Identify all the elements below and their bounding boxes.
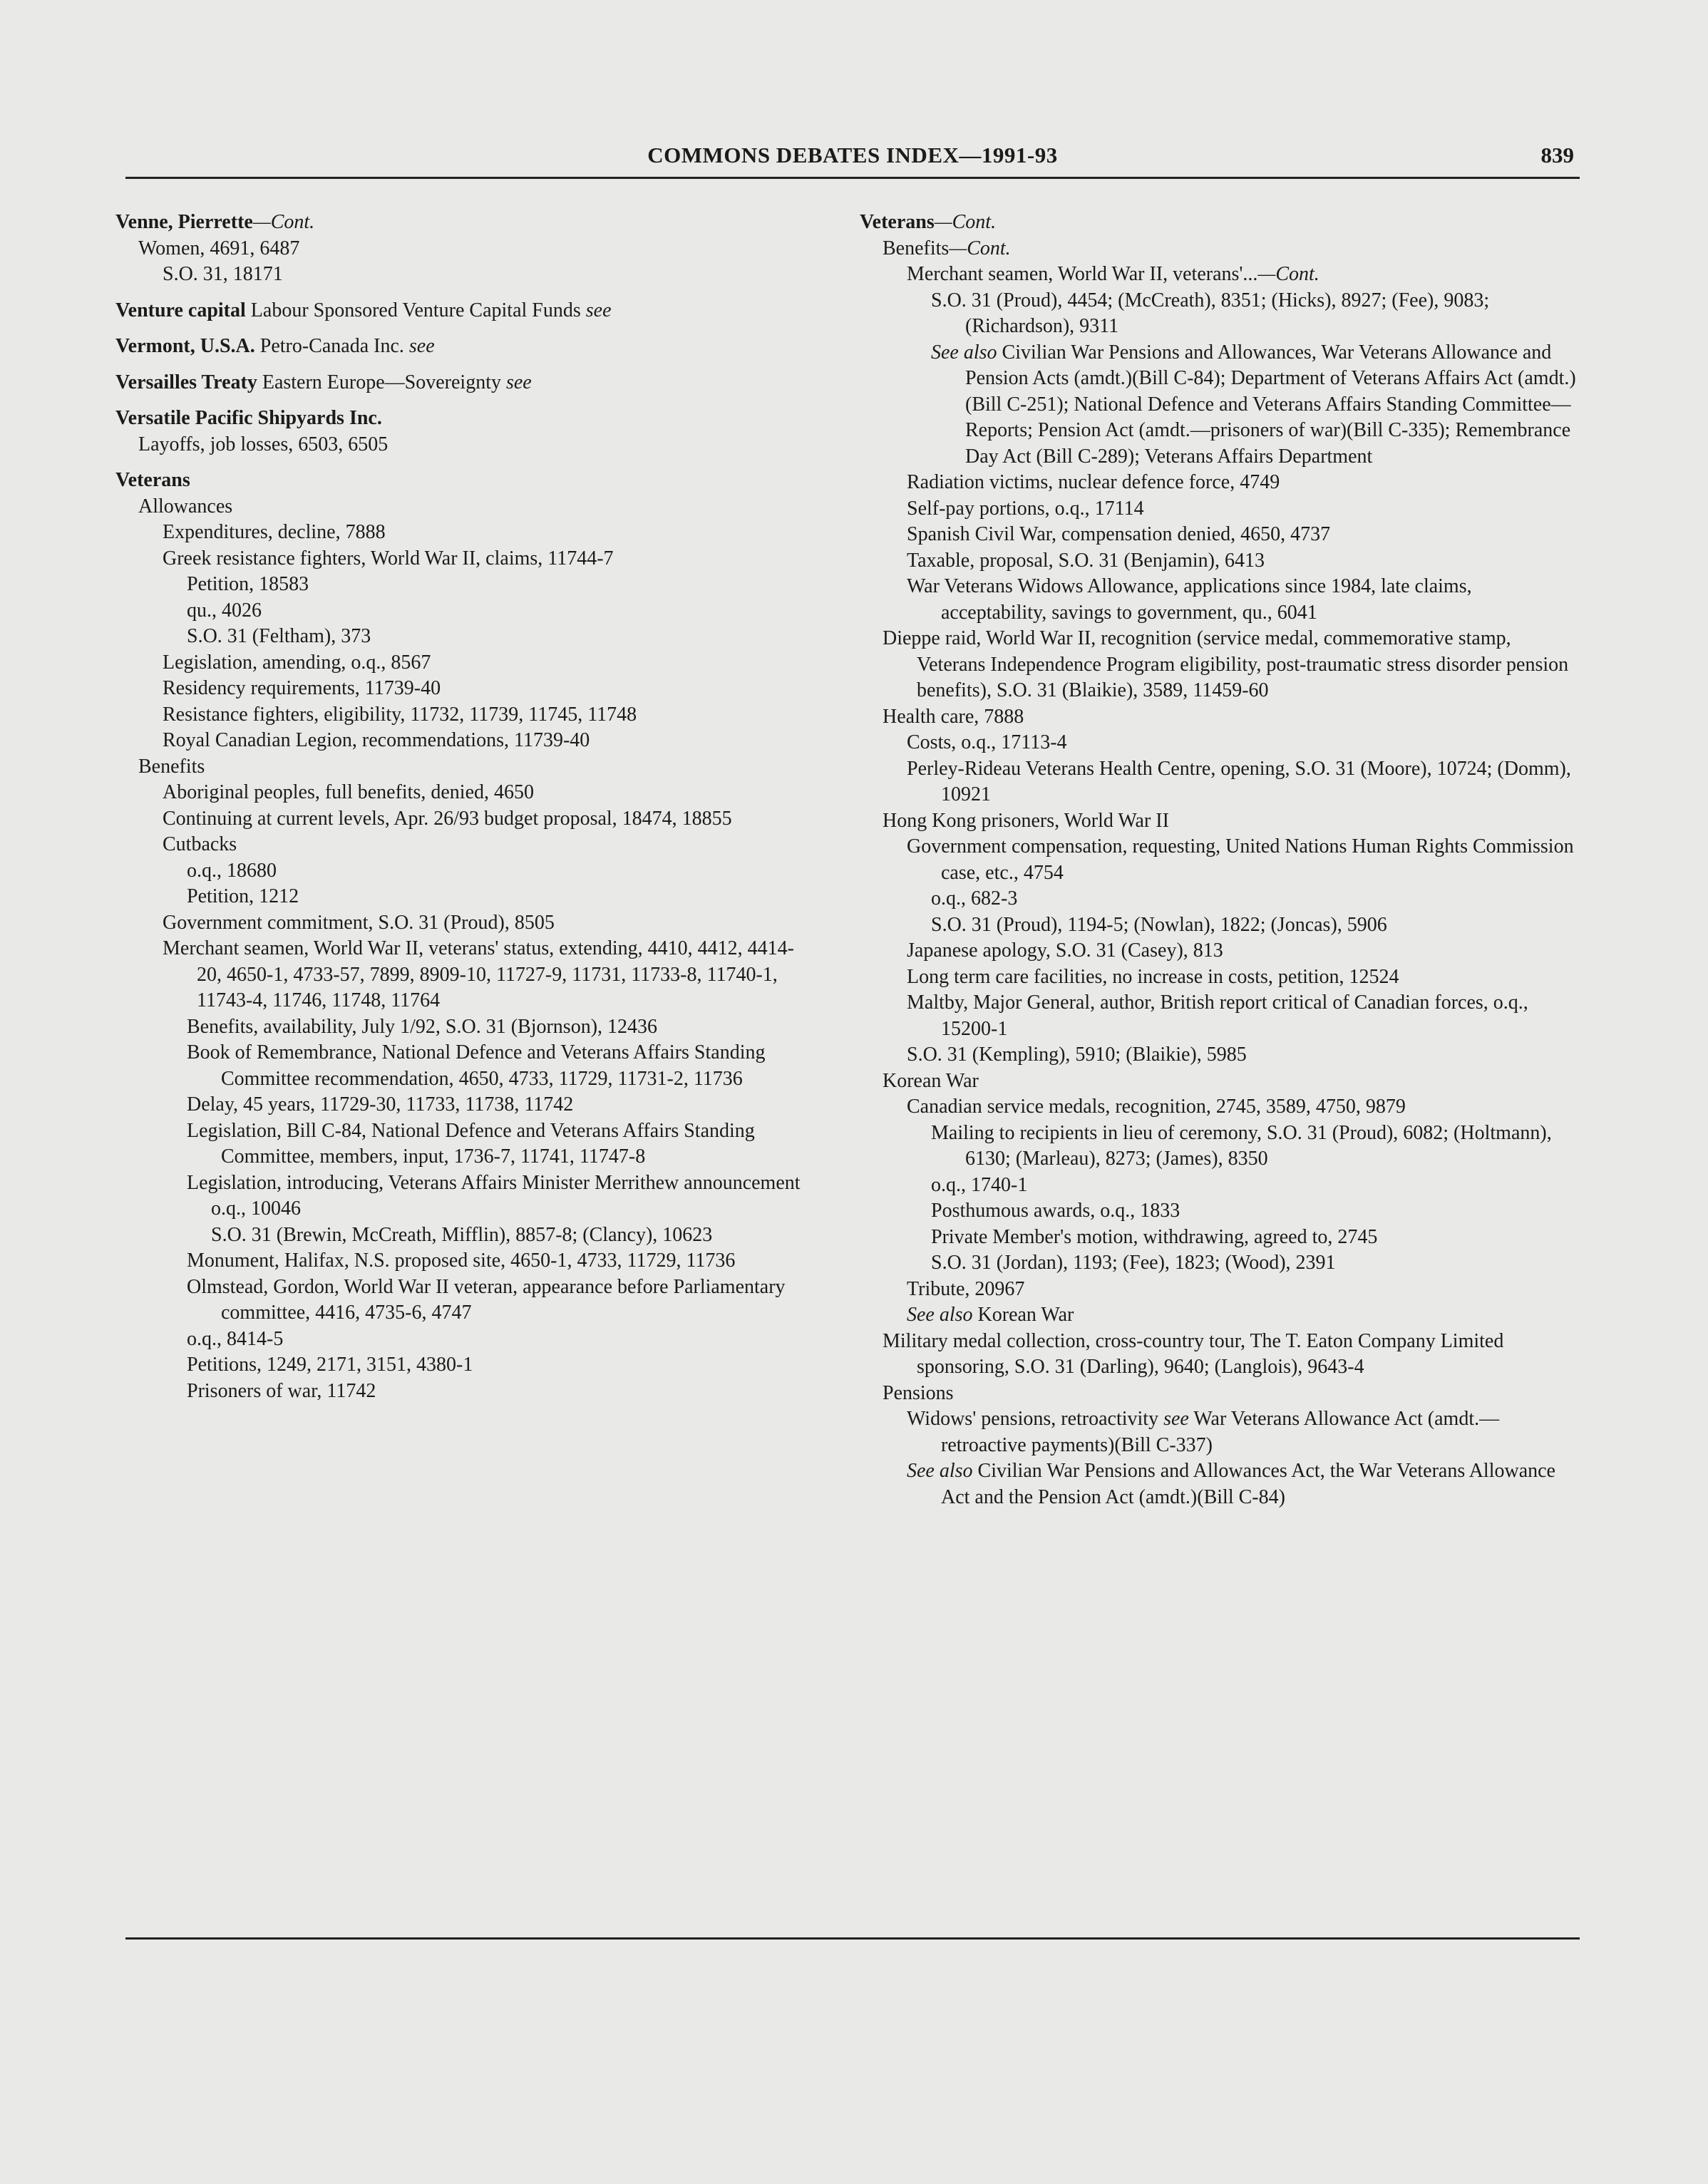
entry-text: Expenditures, decline, 7888 bbox=[163, 521, 386, 543]
entry-text: Legislation, amending, o.q., 8567 bbox=[163, 651, 431, 674]
index-subentry bbox=[138, 432, 814, 458]
index-subentry bbox=[187, 1014, 814, 1041]
entry-text: Residency requirements, 11739-40 bbox=[163, 677, 441, 699]
index-subentry bbox=[163, 650, 814, 676]
index-subentry bbox=[907, 730, 1580, 756]
entry-text: o.q., 8414-5 bbox=[187, 1327, 284, 1350]
index-heading bbox=[115, 370, 814, 396]
entry-text: S.O. 31 (Jordan), 1193; (Fee), 1823; (Wood), 2391 bbox=[931, 1252, 1336, 1274]
index-subentry bbox=[163, 728, 814, 754]
index-subentry bbox=[211, 1196, 814, 1222]
entry-text: Pensions bbox=[883, 1381, 954, 1404]
entry-text: Legislation, Bill C-84, National Defence and Veterans Affairs Standing Committee, members, input, 1736-7, 11741, 11747-8 bbox=[187, 1119, 755, 1168]
see-also-label: See also bbox=[907, 1304, 973, 1326]
entry-text: Long term care facilities, no increase in costs, petition, 12524 bbox=[907, 965, 1399, 988]
entry-text: S.O. 31 (Proud), 1194-5; (Nowlan), 1822; (Joncas), 5906 bbox=[931, 913, 1387, 936]
continued-label: —Cont. bbox=[949, 237, 1011, 259]
index-subentry bbox=[931, 886, 1580, 912]
index-subentry bbox=[138, 236, 814, 262]
index-subentry bbox=[931, 1121, 1580, 1173]
entry-text: Monument, Halifax, N.S. proposed site, 4650-1, 4733, 11729, 11736 bbox=[187, 1250, 736, 1272]
entry-text: S.O. 31 (Proud), 4454; (McCreath), 8351; (Hicks), 8927; (Fee), 9083; (Richardson), 9311 bbox=[931, 289, 1490, 337]
header-rule bbox=[125, 177, 1580, 179]
index-subentry bbox=[883, 704, 1580, 731]
index-subentry bbox=[907, 964, 1580, 991]
heading-term: Vermont, U.S.A. bbox=[115, 335, 255, 357]
running-title: COMMONS DEBATES INDEX—1991-93 bbox=[647, 143, 1058, 168]
entry-text: Olmstead, Gordon, World War II veteran, appearance before Parliamentary committee, 4416, 4735-6, 4747 bbox=[187, 1275, 786, 1324]
entry-text: Labour Sponsored Venture Capital Funds bbox=[245, 299, 581, 321]
heading-term: Venne, Pierrette bbox=[115, 211, 253, 233]
entry-text: Petition, 18583 bbox=[187, 573, 309, 595]
entry-text: Merchant seamen, World War II, veterans'... bbox=[907, 263, 1258, 285]
index-subentry bbox=[883, 1329, 1580, 1381]
index-subentry bbox=[211, 1222, 814, 1249]
entry-text: Military medal collection, cross-country tour, The T. Eaton Company Limited sponsoring, S.O. 31 (Darling), 9640; (Langlois), 9643-4 bbox=[883, 1329, 1504, 1378]
index-subentry bbox=[187, 884, 814, 910]
page-header bbox=[125, 137, 1580, 180]
index-subentry bbox=[883, 1381, 1580, 1407]
left-column bbox=[115, 210, 814, 1404]
entry-text: Korean War bbox=[883, 1069, 979, 1092]
entry-text: Government compensation, requesting, United Nations Human Rights Commission case, etc., 4754 bbox=[907, 835, 1574, 884]
index-subentry bbox=[931, 1225, 1580, 1251]
heading-term: Veterans bbox=[115, 469, 190, 491]
entry-text: Self-pay portions, o.q., 17114 bbox=[907, 497, 1144, 520]
see-also-label: See also bbox=[931, 341, 997, 364]
entry-text: Greek resistance fighters, World War II, claims, 11744-7 bbox=[163, 547, 614, 570]
index-subentry bbox=[187, 1118, 814, 1170]
right-column bbox=[860, 210, 1580, 1510]
entry-text: Petition, 1212 bbox=[187, 885, 299, 907]
index-subentry bbox=[883, 626, 1580, 704]
index-subentry bbox=[187, 572, 814, 598]
entry-text: Dieppe raid, World War II, recognition (service medal, commemorative stamp, Veterans Independence Program eligibility, post-traumatic stress disorder pension benefits), S.O. 31 (Blaikie), 3589, 11459-60 bbox=[883, 627, 1569, 701]
index-subentry bbox=[163, 910, 814, 937]
see-label: see bbox=[500, 371, 532, 393]
heading-term: Versailles Treaty bbox=[115, 371, 257, 393]
entry-text: War Veterans Widows Allowance, applications since 1984, late claims, acceptability, savings to government, qu., 6041 bbox=[907, 575, 1472, 624]
entry-text: Layoffs, job losses, 6503, 6505 bbox=[138, 433, 389, 455]
entry-text: Costs, o.q., 17113-4 bbox=[907, 731, 1067, 753]
index-subentry bbox=[187, 1170, 814, 1197]
see-label: see bbox=[580, 299, 612, 321]
entry-text: Allowances bbox=[138, 495, 233, 517]
index-subentry bbox=[163, 520, 814, 546]
entry-text: Aboriginal peoples, full benefits, denied, 4650 bbox=[163, 781, 534, 803]
index-subentry bbox=[163, 832, 814, 858]
index-subentry bbox=[931, 912, 1580, 939]
index-subentry bbox=[907, 1406, 1580, 1458]
entry-text: Korean War bbox=[972, 1304, 1074, 1326]
entry-text: Maltby, Major General, author, British report critical of Canadian forces, o.q., 15200-1 bbox=[907, 991, 1528, 1040]
entry-text: Government commitment, S.O. 31 (Proud), 8505 bbox=[163, 911, 555, 934]
index-heading bbox=[115, 406, 814, 432]
entry-text: Eastern Europe—Sovereignty bbox=[257, 371, 501, 393]
index-subentry bbox=[187, 1327, 814, 1353]
index-heading bbox=[860, 210, 1580, 236]
entry-text: Women, 4691, 6487 bbox=[138, 237, 300, 259]
entry-text: Posthumous awards, o.q., 1833 bbox=[931, 1200, 1180, 1222]
index-subentry bbox=[931, 1198, 1580, 1225]
entry-text: o.q., 682-3 bbox=[931, 887, 1018, 910]
index-heading bbox=[115, 298, 814, 324]
index-subentry bbox=[163, 780, 814, 806]
index-subentry bbox=[907, 574, 1580, 626]
index-subentry bbox=[187, 1379, 814, 1405]
continued-label: —Cont. bbox=[1257, 263, 1319, 285]
entry-text: Spanish Civil War, compensation denied, 4650, 4737 bbox=[907, 523, 1331, 545]
entry-text: Civilian War Pensions and Allowances Act, the War Veterans Allowance Act and the Pension Act (amdt.)(Bill C-84) bbox=[941, 1460, 1555, 1508]
entry-text: Private Member's motion, withdrawing, agreed to, 2745 bbox=[931, 1225, 1378, 1248]
index-subentry bbox=[907, 470, 1580, 496]
entry-text: Delay, 45 years, 11729-30, 11733, 11738, 11742 bbox=[187, 1093, 574, 1116]
entry-text: Resistance fighters, eligibility, 11732, 11739, 11745, 11748 bbox=[163, 703, 637, 726]
entry-text: Canadian service medals, recognition, 2745, 3589, 4750, 9879 bbox=[907, 1096, 1406, 1118]
index-subentry bbox=[883, 808, 1580, 835]
entry-text: S.O. 31, 18171 bbox=[163, 263, 283, 285]
entry-text: Benefits bbox=[883, 237, 950, 259]
index-subentry bbox=[907, 522, 1580, 548]
index-subentry bbox=[907, 938, 1580, 964]
entry-text: Merchant seamen, World War II, veterans' status, extending, 4410, 4412, 4414-20, 4650-1, 4733-57, 7899, 8909-10, 11727-9, 11731, 11733-8, 11740-1, 11743-4, 11746, 11748, 11764 bbox=[163, 937, 794, 1011]
index-heading bbox=[115, 468, 814, 494]
heading-term: Veterans bbox=[860, 211, 935, 233]
entry-text: o.q., 1740-1 bbox=[931, 1173, 1028, 1196]
entry-text: Royal Canadian Legion, recommendations, 11739-40 bbox=[163, 729, 590, 751]
page-number: 839 bbox=[1540, 143, 1574, 168]
index-subentry bbox=[163, 546, 814, 572]
index-subentry bbox=[187, 624, 814, 650]
index-subentry bbox=[931, 288, 1580, 340]
entry-text: Health care, 7888 bbox=[883, 705, 1024, 728]
entry-text: S.O. 31 (Brewin, McCreath, Mifflin), 8857-8; (Clancy), 10623 bbox=[211, 1223, 713, 1246]
entry-text: Petitions, 1249, 2171, 3151, 4380-1 bbox=[187, 1354, 473, 1376]
entry-text: Mailing to recipients in lieu of ceremony, S.O. 31 (Proud), 6082; (Holtmann), 6130; (Marleau), 8273; (James), 8350 bbox=[931, 1121, 1552, 1170]
see-also-label: See also bbox=[907, 1460, 973, 1482]
index-subentry bbox=[907, 496, 1580, 522]
index-subentry bbox=[907, 1458, 1580, 1510]
index-subentry bbox=[187, 598, 814, 624]
entry-text: o.q., 18680 bbox=[187, 859, 277, 882]
footer-rule bbox=[125, 1937, 1580, 1940]
index-subentry bbox=[883, 236, 1580, 262]
entry-text: Petro-Canada Inc. bbox=[254, 335, 404, 357]
index-subentry bbox=[163, 262, 814, 288]
entry-text: Benefits, availability, July 1/92, S.O. 31 (Bjornson), 12436 bbox=[187, 1015, 658, 1038]
continued-label: —Cont. bbox=[934, 211, 997, 233]
index-subentry bbox=[883, 1068, 1580, 1095]
index-subentry bbox=[138, 754, 814, 781]
index-subentry bbox=[187, 1040, 814, 1092]
entry-text: Legislation, introducing, Veterans Affairs Minister Merrithew announcement bbox=[187, 1171, 801, 1194]
index-subentry bbox=[907, 1277, 1580, 1303]
index-heading bbox=[115, 334, 814, 360]
index-subentry bbox=[163, 806, 814, 833]
entry-text: Prisoners of war, 11742 bbox=[187, 1379, 376, 1402]
entry-text: o.q., 10046 bbox=[211, 1197, 301, 1220]
heading-term: Versatile Pacific Shipyards Inc. bbox=[115, 407, 382, 429]
entry-text: Benefits bbox=[138, 755, 205, 778]
entry-text: Perley-Rideau Veterans Health Centre, opening, S.O. 31 (Moore), 10724; (Domm), 10921 bbox=[907, 757, 1571, 805]
entry-text: qu., 4026 bbox=[187, 599, 262, 622]
index-subentry bbox=[163, 702, 814, 728]
entry-text: Widows' pensions, retroactivity bbox=[907, 1408, 1159, 1430]
entry-text: Radiation victims, nuclear defence force, 4749 bbox=[907, 471, 1280, 493]
index-subentry bbox=[138, 494, 814, 520]
index-subentry bbox=[907, 262, 1580, 288]
index-subentry bbox=[163, 676, 814, 702]
index-subentry bbox=[907, 756, 1580, 808]
heading-term: Venture capital bbox=[115, 299, 246, 321]
index-subentry bbox=[907, 548, 1580, 575]
entry-text: Hong Kong prisoners, World War II bbox=[883, 809, 1169, 832]
entry-text: Continuing at current levels, Apr. 26/93 budget proposal, 18474, 18855 bbox=[163, 807, 732, 830]
entry-text: Book of Remembrance, National Defence and Veterans Affairs Standing Committee recommendation, 4650, 4733, 11729, 11731-2, 11736 bbox=[187, 1041, 766, 1090]
entry-text: Civilian War Pensions and Allowances, War Veterans Allowance and Pension Acts (amdt.)(Bill C-84); Department of Veterans Affairs Act (amdt.)(Bill C-251); National Defence and Veterans Affairs Standing Committee—Reports; Pension Act (amdt.—prisoners of war)(Bill C-335); Remembrance Day Act (Bill C-289); Veterans Affairs Department bbox=[965, 341, 1576, 468]
index-subentry bbox=[187, 1352, 814, 1379]
entry-text: War Veterans Allowance Act (amdt.—retroactive payments)(Bill C-337) bbox=[941, 1408, 1500, 1456]
index-heading bbox=[115, 210, 814, 236]
index-subentry bbox=[907, 1094, 1580, 1121]
index-subentry bbox=[907, 834, 1580, 886]
index-subentry bbox=[931, 340, 1580, 470]
entry-text: S.O. 31 (Kempling), 5910; (Blaikie), 5985 bbox=[907, 1044, 1247, 1066]
index-subentry bbox=[187, 858, 814, 885]
index-subentry bbox=[931, 1250, 1580, 1277]
index-subentry bbox=[907, 1042, 1580, 1068]
index-subentry bbox=[187, 1248, 814, 1274]
index-subentry bbox=[931, 1173, 1580, 1199]
see-label: see bbox=[1158, 1408, 1189, 1430]
entry-text: Tribute, 20967 bbox=[907, 1277, 1025, 1300]
index-subentry bbox=[163, 936, 814, 1014]
entry-text: Taxable, proposal, S.O. 31 (Benjamin), 6413 bbox=[907, 549, 1265, 572]
entry-text: Japanese apology, S.O. 31 (Casey), 813 bbox=[907, 939, 1223, 962]
index-subentry bbox=[907, 1302, 1580, 1329]
continued-label: —Cont. bbox=[252, 211, 315, 233]
index-subentry bbox=[907, 990, 1580, 1042]
entry-text: S.O. 31 (Feltham), 373 bbox=[187, 625, 371, 647]
index-subentry bbox=[187, 1274, 814, 1327]
entry-text: Cutbacks bbox=[163, 833, 237, 855]
see-label: see bbox=[403, 335, 435, 357]
index-subentry bbox=[187, 1092, 814, 1118]
